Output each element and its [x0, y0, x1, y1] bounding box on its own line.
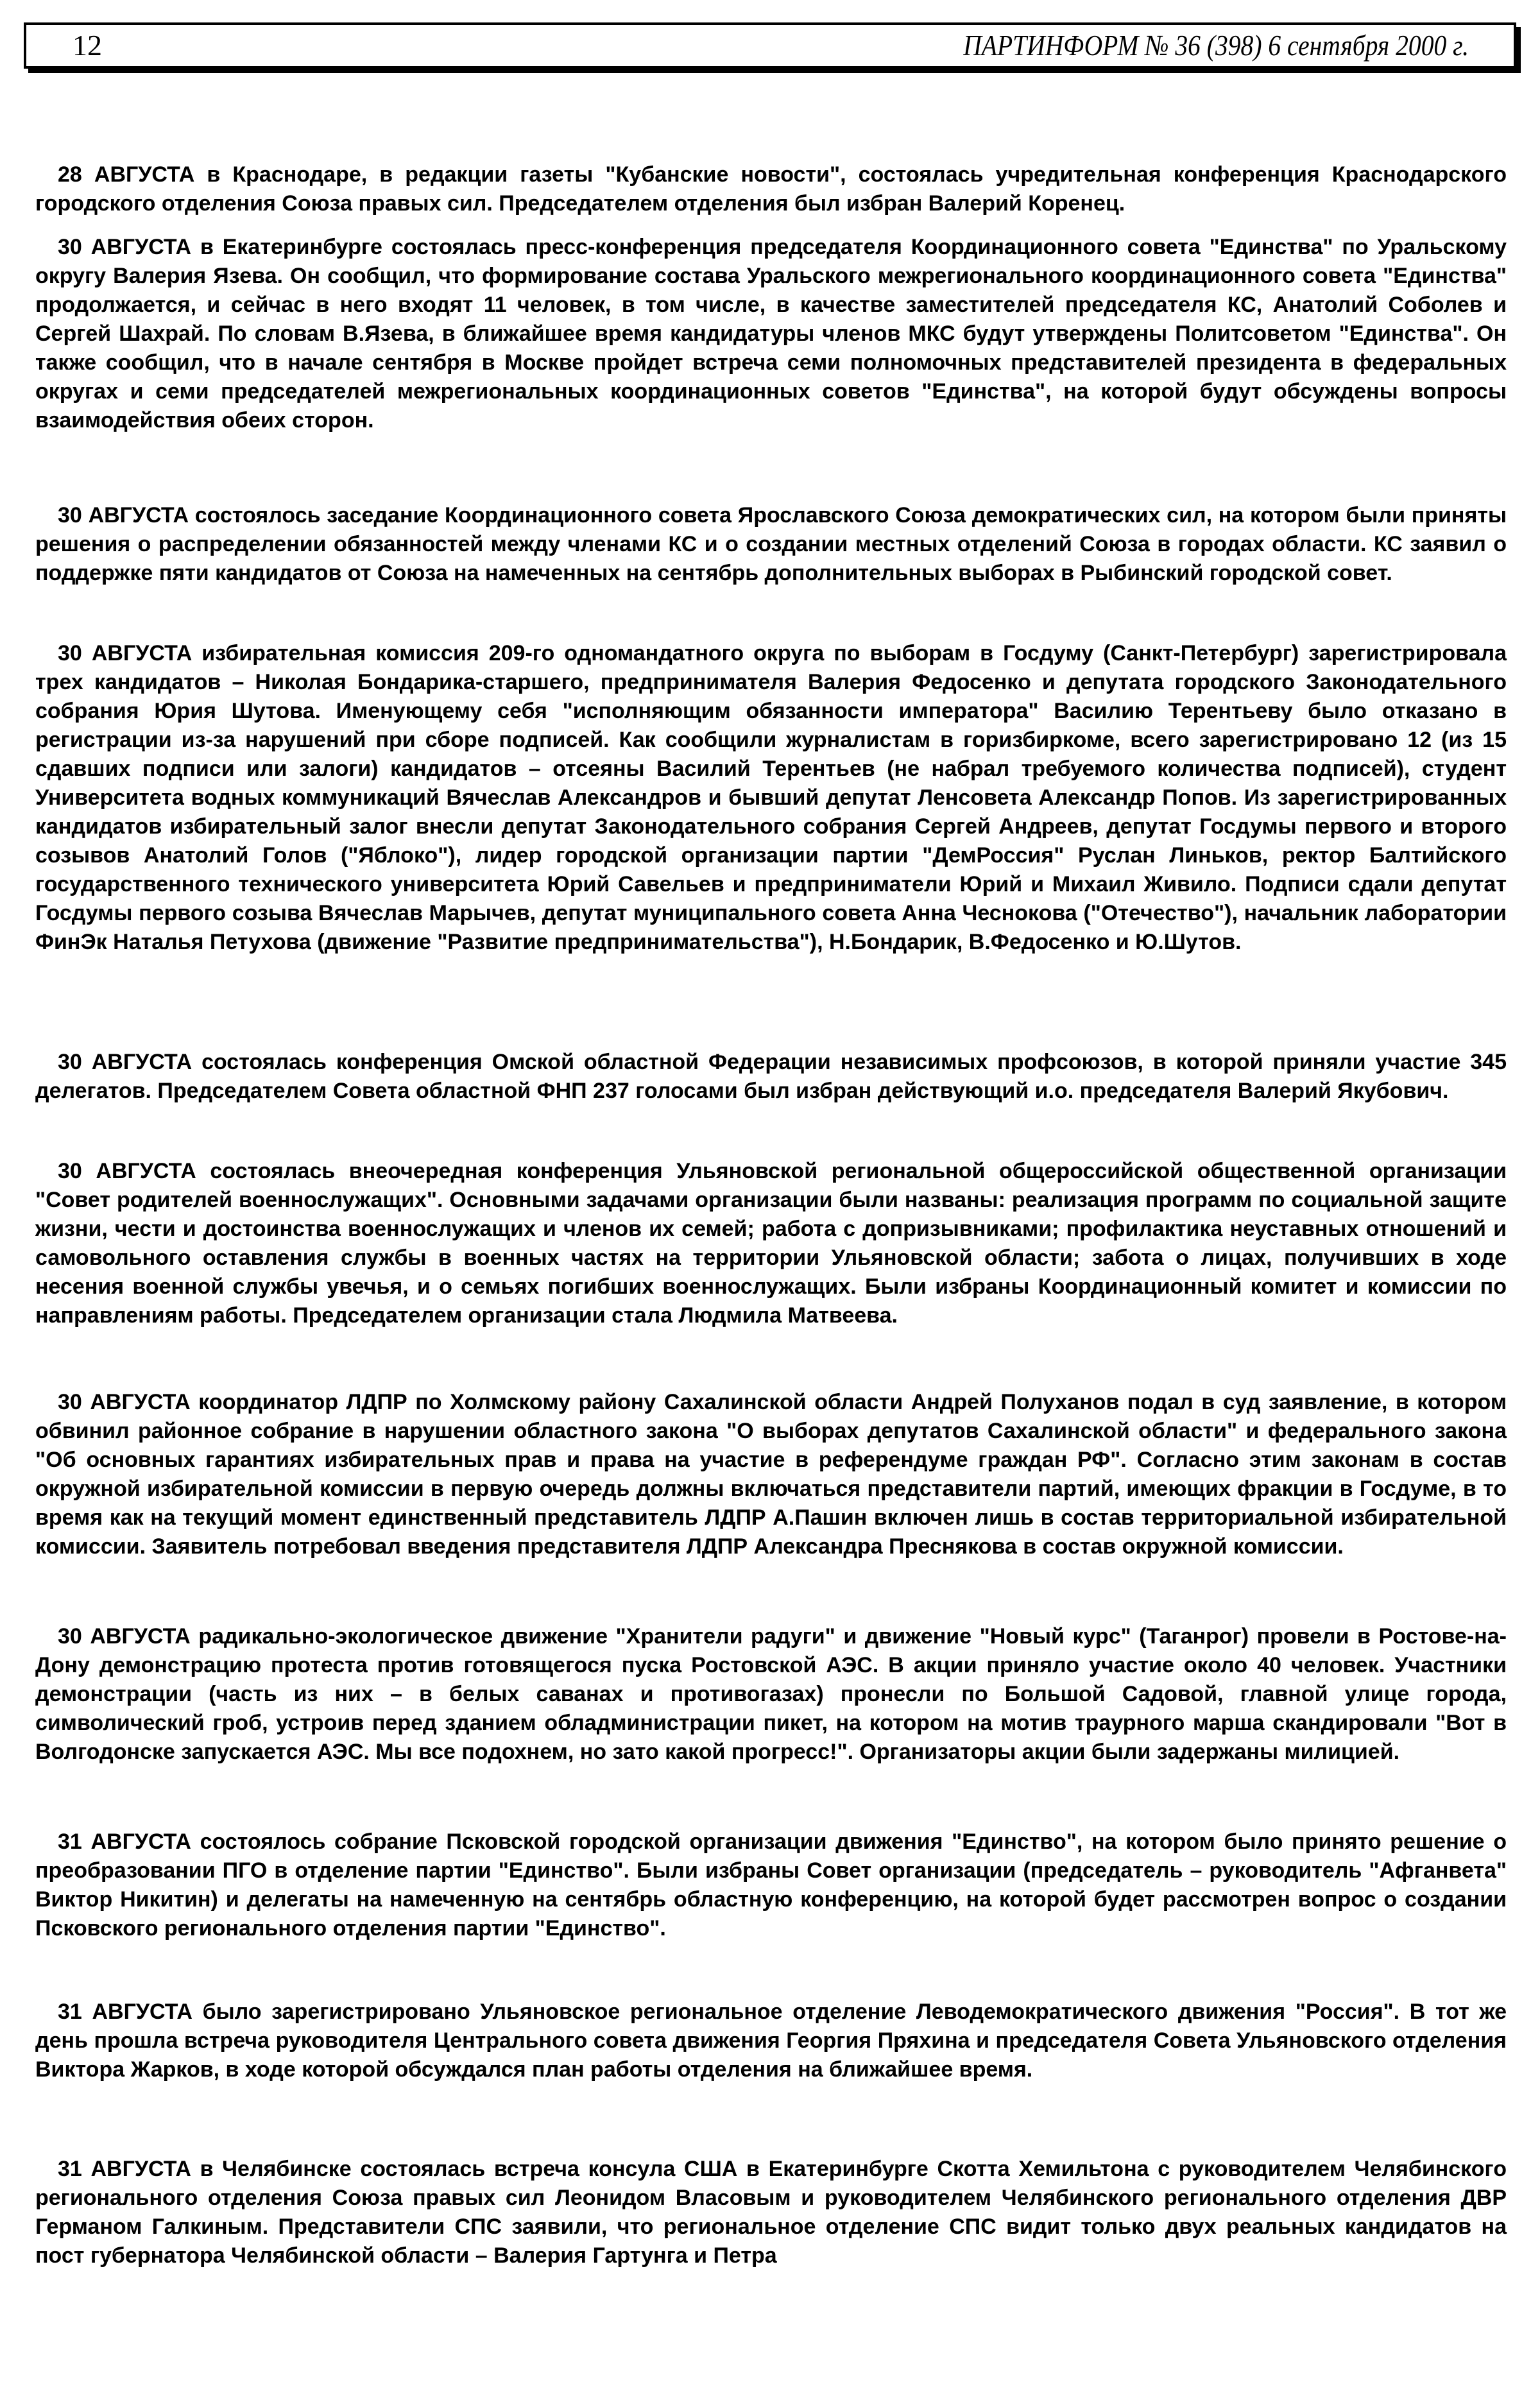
news-item: 31 АВГУСТА в Челябинске состоялась встреча консула США в Екатеринбурге Скотта Хемильтона с руководителем Челябинского регионального отделения Союза правых сил Леонидом Власовым и руководителем Челябинского регионального отделения ДВР Германом Галкиным. Представители СПС заявили, что региональное отделение СПС видит только двух реальных кандидатов на пост губернатора Челябинской области – Валерия Гартунга и Петра — [35, 2157, 1507, 2268]
page-number: 12 — [73, 29, 102, 62]
news-item: 30 АВГУСТА в Екатеринбурге состоялась пресс-конференция председателя Координационного совета "Единства" по Уральскому округу Валерия Язева. Он сообщил, что формирование состава Уральского межрегионального координационного совета "Единства" продолжается, и сейчас в него входят 11 человек, в том числе, в качестве заместителей председателя КС, Анатолий Соболев и Сергей Шахрай. По словам В.Язева, в ближайшее время кандидатуры членов МКС будут утверждены Политсоветом "Единства". Он также сообщил, что в начале сентября в Москве пройдет встреча семи полномочных представителей президента в федеральных округах и семи председателей межрегиональных координационных советов "Единства", на которой будут обсуждены вопросы взаимодействия обеих сторон. — [35, 235, 1507, 433]
publication-masthead: ПАРТИНФОРМ № 36 (398) 6 сентября 2000 г. — [963, 29, 1469, 62]
news-item: 30 АВГУСТА состоялась внеочередная конференция Ульяновской региональной общероссийской общественной организации "Совет родителей военнослужащих". Основными задачами организации были названы: реализация программ по социальной защите жизни, чести и достоинства военнослужащих и членов их семей; работа с допризывниками; профилактика неуставных отношений и самовольного оставления службы в военных частях на территории Ульяновской области; забота о лицах, получивших в ходе несения военной службы увечья, и о семьях погибших военнослужащих. Были избраны Координационный комитет и комиссии по направлениям работы. Председателем организации стала Людмила Матвеева. — [35, 1159, 1507, 1328]
news-item: 30 АВГУСТА состоялось заседание Координационного совета Ярославского Союза демократических сил, на котором были приняты решения о распределении обязанностей между членами КС и о создании местных отделений Союза в городах области. КС заявил о поддержке пяти кандидатов от Союза на намеченных на сентябрь дополнительных выборах в Рыбинский городской совет. — [35, 503, 1507, 585]
news-item: 31 АВГУСТА состоялось собрание Псковской городской организации движения "Единство", на котором было принято решение о преобразовании ПГО в отделение партии "Единство". Были избраны Совет организации (председатель – руководитель "Афганвета" Виктор Никитин) и делегаты на намеченную на сентябрь областную конференцию, на которой будет рассмотрен вопрос о создании Псковского регионального отделения партии "Единство". — [35, 1829, 1507, 1941]
news-item: 28 АВГУСТА в Краснодаре, в редакции газеты "Кубанские новости", состоялась учредительная конференция Краснодарского городского отделения Союза правых сил. Председателем отделения был избран Валерий Коренец. — [35, 162, 1507, 216]
news-item: 30 АВГУСТА координатор ЛДПР по Холмскому району Сахалинской области Андрей Полуханов подал в суд заявление, в котором обвинил районное собрание в нарушении областного закона "О выборах депутатов Сахалинской области" и федерального закона "Об основных гарантиях избирательных прав и права на участие в референдуме граждан РФ". Согласно этим законам в состав окружной избирательной комиссии в первую очередь должны включаться представители партий, имеющих фракции в Госдуме, в то время как на текущий момент единственный представитель ЛДПР А.Пашин включен лишь в состав территориальной избирательной комиссии. Заявитель потребовал введения представителя ЛДПР Александра Преснякова в состав окружной комиссии. — [35, 1390, 1507, 1559]
news-item: 30 АВГУСТА избирательная комиссия 209-го одномандатного округа по выборам в Госдуму (Санкт-Петербург) зарегистрировала трех кандидатов – Николая Бондарика-старшего, предпринимателя Валерия Федосенко и депутата городского Законодательного собрания Юрия Шутова. Именующему себя "исполняющим обязанности императора" Василию Терентьеву было отказано в регистрации из-за нарушений при сборе подписей. Как сообщили журналистам в горизбиркоме, всего зарегистрировано 12 (из 15 сдавших подписи или залоги) кандидатов – отсеяны Василий Терентьев (не набрал требуемого количества подписей), студент Университета водных коммуникаций Вячеслав Александров и бывший депутат Ленсовета Александр Попов. Из зарегистрированных кандидатов избирательный залог внесли депутат Законодательного собрания Сергей Андреев, депутат Госдумы первого и второго созывов Анатолий Голов ("Яблоко"), лидер городской организации партии "ДемРоссия" Руслан Линьков, ректор Балтийского государственного технического университета Юрий Савельев и предприниматели Юрий и Михаил Живило. Подписи сдали депутат Госдумы первого созыва Вячеслав Марычев, депутат муниципального совета Анна Чеснокова ("Отечество"), начальник лаборатории ФинЭк Наталья Петухова (движение "Развитие предпринимательства"), Н.Бондарик, В.Федосенко и Ю.Шутов. — [35, 641, 1507, 954]
page-header — [24, 22, 1516, 69]
news-item: 31 АВГУСТА было зарегистрировано Ульяновское региональное отделение Леводемократического движения "Россия". В тот же день прошла встреча руководителя Центрального совета движения Георгия Пряхина и председателя Совета Ульяновского отделения Виктора Жарков, в ходе которой обсуждался план работы отделения на ближайшее время. — [35, 2000, 1507, 2082]
news-item: 30 АВГУСТА радикально-экологическое движение "Хранители радуги" и движение "Новый курс" (Таганрог) провели в Ростове-на-Дону демонстрацию протеста против готовящегося пуска Ростовской АЭС. В акции приняло участие около 40 человек. Участники демонстрации (часть из них – в белых саванах и противогазах) пронесли по Большой Садовой, главной улице города, символический гроб, устроив перед зданием обладминистрации пикет, на котором на мотив траурного марша скандировали "Вот в Волгодонске запускается АЭС. Мы все подохнем, но зато какой прогресс!". Организаторы акции были задержаны милицией. — [35, 1624, 1507, 1764]
news-item: 30 АВГУСТА состоялась конференция Омской областной Федерации независимых профсоюзов, в которой приняли участие 345 делегатов. Председателем Совета областной ФНП 237 голосами был избран действующий и.о. председателя Валерий Якубович. — [35, 1050, 1507, 1103]
